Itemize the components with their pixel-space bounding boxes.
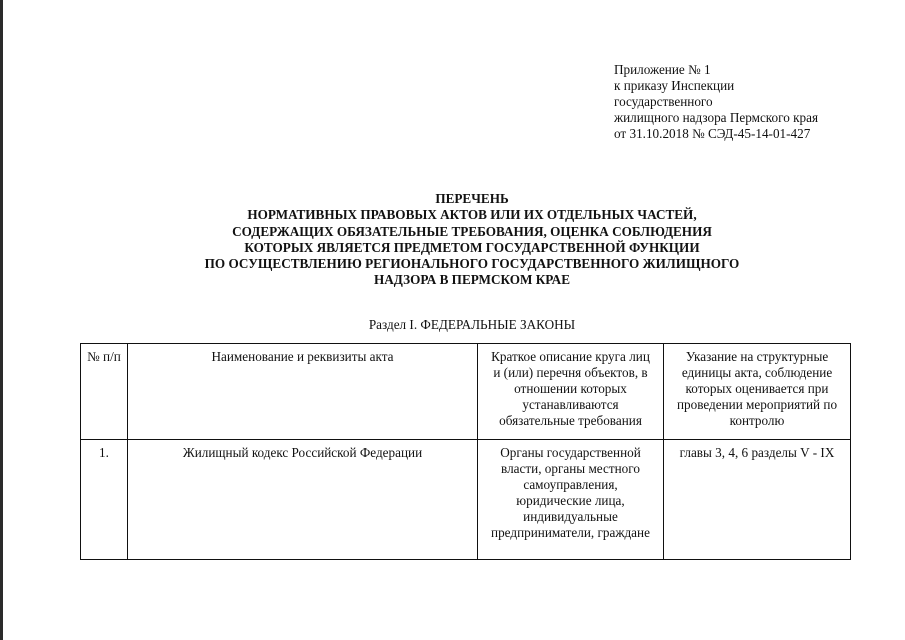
row-num: 1.	[81, 440, 128, 560]
row-desc-line: индивидуальные	[523, 509, 618, 524]
appendix-line: государственного	[614, 94, 713, 109]
scan-edge	[0, 0, 3, 640]
header-desc-line: и (или) перечня объектов, в	[493, 365, 648, 380]
header-desc	[478, 344, 664, 440]
row-desc-line: предприниматели, граждане	[491, 525, 650, 540]
table-header-row	[81, 344, 851, 440]
title-line: НАДЗОРА В ПЕРМСКОМ КРАЕ	[374, 272, 570, 288]
header-name: Наименование и реквизиты акта	[128, 344, 478, 440]
row-name: Жилищный кодекс Российской Федерации	[128, 440, 478, 560]
header-desc-line: обязательные требования	[499, 413, 642, 428]
header-num: № п/п	[81, 344, 128, 440]
document-title	[150, 191, 794, 289]
header-desc-line: устанавливаются	[522, 397, 619, 412]
appendix-line: от 31.10.2018 № СЭД-45-14-01-427	[614, 126, 811, 141]
header-units-line: единицы акта, соблюдение	[681, 365, 833, 380]
title-line: КОТОРЫХ ЯВЛЯЕТСЯ ПРЕДМЕТОМ ГОСУДАРСТВЕННОЙ ФУНКЦИИ	[244, 239, 700, 255]
title-line: ПО ОСУЩЕСТВЛЕНИЮ РЕГИОНАЛЬНОГО ГОСУДАРСТВЕННОГО ЖИЛИЩНОГО	[204, 256, 740, 272]
header-units-line: Указание на структурные	[685, 349, 829, 364]
header-units-line: проведении мероприятий по	[676, 397, 838, 412]
header-desc-line: Краткое описание круга лиц	[491, 349, 650, 364]
section-title: Раздел I. ФЕДЕРАЛЬНЫЕ ЗАКОНЫ	[368, 317, 576, 332]
title-line: ПЕРЕЧЕНЬ	[435, 191, 509, 206]
title-line: НОРМАТИВНЫХ ПРАВОВЫХ АКТОВ ИЛИ ИХ ОТДЕЛЬНЫХ ЧАСТЕЙ,	[247, 207, 697, 223]
header-units	[664, 344, 851, 440]
appendix-line: Приложение № 1	[614, 62, 711, 77]
header-desc-line: отношении которых	[514, 381, 627, 396]
row-desc-line: юридические лица,	[516, 493, 625, 508]
row-units: главы 3, 4, 6 разделы V - IX	[664, 440, 851, 560]
row-desc-line: Органы государственной	[500, 445, 641, 460]
table-row	[81, 440, 851, 560]
row-desc-line: власти, органы местного	[501, 461, 640, 476]
acts-table	[80, 343, 851, 560]
appendix-line: к приказу Инспекции	[614, 78, 735, 93]
header-units-line: которых оценивается при	[685, 381, 829, 396]
appendix-block	[614, 62, 894, 142]
row-desc	[478, 440, 664, 560]
appendix-line: жилищного надзора Пермского края	[614, 110, 819, 125]
header-units-line: контролю	[729, 413, 785, 428]
row-desc-line: самоуправления,	[523, 477, 618, 492]
title-line: СОДЕРЖАЩИХ ОБЯЗАТЕЛЬНЫЕ ТРЕБОВАНИЯ, ОЦЕНКА СОБЛЮДЕНИЯ	[232, 223, 712, 239]
